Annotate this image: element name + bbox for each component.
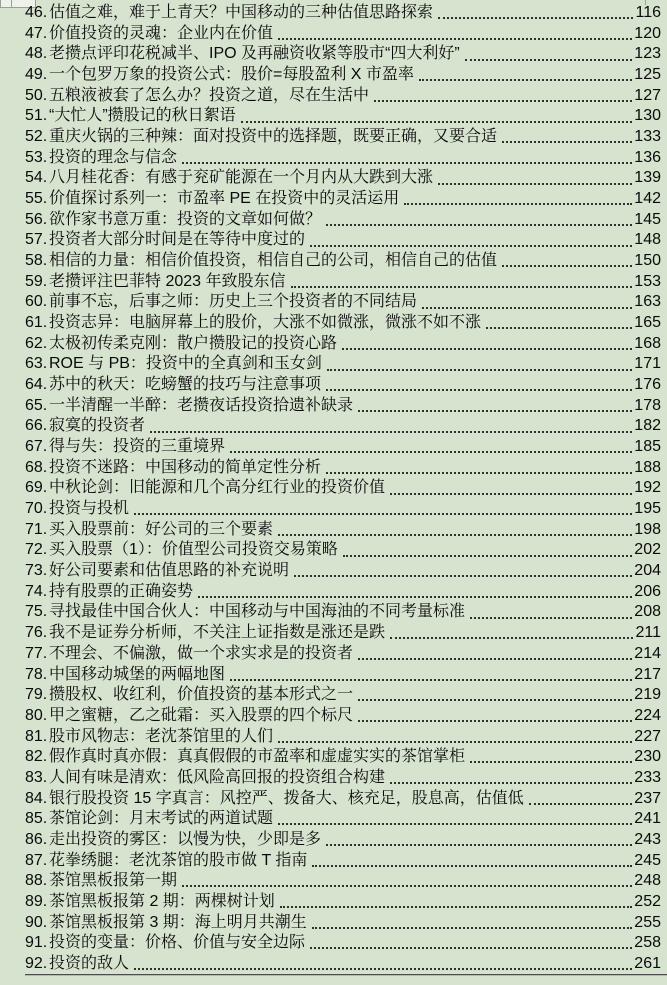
dot-leader [310, 245, 632, 247]
dot-leader [470, 761, 632, 763]
toc-entry-number: 65. [25, 396, 48, 414]
toc-entry-page: 206 [634, 582, 661, 600]
toc-entry-title: 老攒点评印花税减半、IPO 及再融资收紧等股市“四大利好” [49, 45, 460, 63]
toc-entry-number: 69. [25, 479, 48, 497]
toc-entry[interactable] [0, 148, 667, 169]
toc-entry-page: 148 [634, 231, 661, 249]
dot-leader [310, 947, 632, 949]
toc-entry[interactable] [0, 706, 667, 727]
toc-entry[interactable] [0, 561, 667, 582]
toc-entry-number: 88. [25, 872, 48, 890]
toc-entry[interactable] [0, 210, 667, 231]
toc-entry[interactable] [0, 747, 667, 768]
toc-entry-page: 123 [634, 45, 661, 63]
toc-entry[interactable] [0, 499, 667, 520]
toc-entry-number: 70. [25, 500, 48, 518]
toc-entry[interactable] [0, 3, 667, 24]
toc-entry-number: 53. [25, 148, 48, 166]
toc-entry-page: 139 [634, 169, 661, 187]
toc-entry[interactable] [0, 582, 667, 603]
toc-entry-page: 171 [634, 355, 661, 373]
dot-leader [358, 410, 632, 412]
bottom-divider [25, 974, 667, 976]
toc-entry[interactable] [0, 851, 667, 872]
toc-entry-number: 48. [25, 45, 48, 63]
toc-entry[interactable] [0, 251, 667, 272]
toc-entry-title: 寻找最佳中国合伙人：中国移动与中国海油的不同考量标准 [49, 603, 466, 621]
dot-leader [438, 17, 633, 19]
toc-entry-title: 八月桂花香：有感于兖矿能源在一个月内从大跌到大涨 [49, 169, 434, 187]
toc-entry-page: 243 [634, 830, 661, 848]
toc-entry[interactable] [0, 602, 667, 623]
dot-leader [374, 100, 632, 102]
toc-entry-page: 153 [634, 272, 661, 290]
toc-entry-number: 71. [25, 520, 48, 538]
toc-entry-title: 投资的敌人 [49, 954, 130, 972]
toc-entry-page: 198 [634, 520, 661, 538]
toc-entry-title: 好公司要素和估值思路的补充说明 [49, 562, 290, 580]
toc-entry-title: 中国移动城堡的两幅地图 [49, 665, 226, 683]
toc-entry-page: 168 [634, 334, 661, 352]
toc-entry-title: 投资志异：电脑屏幕上的股价，大涨不如微涨，微涨不如不涨 [49, 314, 482, 332]
dot-leader [150, 431, 632, 433]
toc-entry-number: 49. [25, 66, 48, 84]
toc-entry[interactable] [0, 830, 667, 851]
dot-leader [326, 389, 632, 391]
toc-entry-number: 91. [25, 934, 48, 952]
toc-entry-number: 67. [25, 438, 48, 456]
toc-entry[interactable] [0, 892, 667, 913]
toc-entry-number: 56. [25, 210, 48, 228]
toc-entry-page: 130 [634, 107, 661, 125]
toc-entry[interactable] [0, 789, 667, 810]
toc-entry[interactable] [0, 809, 667, 830]
toc-entry-title: 一半清醒一半醉：老攒夜话投资拾遗补缺录 [49, 396, 354, 414]
toc-entry-title: 我不是证券分析师，不关注上证指数是涨还是跌 [49, 624, 386, 642]
toc-entry-title: 花拳绣腿：老沈茶馆的股市做 T 指南 [49, 851, 308, 869]
toc-entry-page: 217 [634, 665, 661, 683]
toc-entry-number: 50. [25, 86, 48, 104]
toc-entry-page: 120 [634, 24, 661, 42]
toc-entry-number: 76. [25, 624, 48, 642]
dot-leader [294, 575, 632, 577]
toc-entry-title: 投资的变量：价格、价值与安全边际 [49, 934, 306, 952]
toc-entry-page: 204 [634, 562, 661, 580]
toc-entry-number: 79. [25, 686, 48, 704]
dot-leader [529, 803, 633, 805]
toc-entry-number: 46. [25, 4, 48, 21]
dot-leader [182, 162, 632, 164]
dot-leader [358, 720, 632, 722]
toc-entry[interactable] [0, 189, 667, 210]
toc-entry[interactable] [0, 913, 667, 934]
toc-entry-number: 72. [25, 541, 48, 559]
toc-entry-number: 87. [25, 851, 48, 869]
dot-leader [419, 79, 632, 81]
toc-entry-title: 假作真时真亦假：真真假假的市盈率和虚虚实实的茶馆掌柜 [49, 748, 466, 766]
toc-entry-title: 一个包罗万象的投资公式：股价=每股盈利 X 市盈率 [49, 66, 414, 84]
dot-leader [422, 307, 632, 309]
toc-entry[interactable] [0, 313, 667, 334]
toc-entry-number: 73. [25, 562, 48, 580]
dot-leader [278, 823, 632, 825]
dot-leader [486, 327, 632, 329]
toc-entry[interactable] [0, 396, 667, 417]
dot-leader [278, 741, 632, 743]
toc-entry-title: 银行股投资 15 字真言：风控严、拨备大、核充足，股息高，估值低 [49, 789, 524, 807]
toc-entry-page: 178 [634, 396, 661, 414]
toc-entry-title: 走出投资的雾区：以慢为快，少即是多 [49, 830, 322, 848]
dot-leader [291, 286, 633, 288]
toc-entry[interactable] [0, 168, 667, 189]
toc-entry-page: 125 [634, 66, 661, 84]
toc-entry-title: 中秋论剑：旧能源和几个高分红行业的投资价值 [49, 479, 386, 497]
toc-entry-page: 182 [634, 417, 661, 435]
toc-entry-number: 58. [25, 252, 48, 270]
toc-entry[interactable] [0, 437, 667, 458]
toc-entry-title: 买入股票前：好公司的三个要素 [49, 520, 274, 538]
toc-entry-page: 145 [634, 210, 661, 228]
dot-leader [438, 183, 632, 185]
toc-entry-title: 老攒评注巴菲特 2023 年致股东信 [49, 272, 286, 290]
toc-entry-page: 227 [634, 727, 661, 745]
toc-entry-title: 茶馆黑板报第 3 期：海上明月共潮生 [49, 913, 307, 931]
toc-entry-page: 185 [634, 438, 661, 456]
toc-entry[interactable] [0, 540, 667, 561]
toc-entry-page: 136 [634, 148, 661, 166]
toc-entry-title: 前事不忘，后事之师：历史上三个投资者的不同结局 [49, 293, 418, 311]
toc-entry[interactable] [0, 272, 667, 293]
toc-entry[interactable] [0, 458, 667, 479]
toc-entry-page: 219 [634, 686, 661, 704]
dot-leader [465, 59, 633, 61]
toc-entry[interactable] [0, 292, 667, 313]
dot-leader [312, 865, 632, 867]
toc-entry-page: 230 [634, 748, 661, 766]
toc-entry-page: 252 [634, 892, 661, 910]
toc-entry-number: 60. [25, 293, 48, 311]
toc-entry-page: 133 [634, 128, 661, 146]
toc-entry-page: 208 [634, 603, 661, 621]
dot-leader [327, 369, 632, 371]
toc-entry-page: 214 [634, 644, 661, 662]
toc-entry-page: 163 [634, 293, 661, 311]
toc-entry[interactable] [0, 665, 667, 686]
toc-entry-title: 太极初传柔克刚：散户攒股记的投资心路 [49, 334, 338, 352]
toc-entry-page: 255 [634, 913, 661, 931]
dot-leader [502, 141, 632, 143]
toc-entry[interactable] [0, 416, 667, 437]
toc-entry-number: 61. [25, 314, 48, 332]
toc-entry-title: 苏中的秋天：吃螃蟹的技巧与注意事项 [49, 376, 322, 394]
toc-entry-title: 价值探讨系列一：市盈率 PE 在投资中的灵活运用 [49, 190, 400, 208]
toc-entry-number: 66. [25, 417, 48, 435]
toc-entry-title: 投资与投机 [49, 500, 130, 518]
toc-entry-title: 投资不迷路：中国移动的简单定性分析 [49, 458, 322, 476]
toc-entry-page: 192 [634, 479, 661, 497]
toc-entry-page: 176 [634, 376, 661, 394]
toc-entry-number: 92. [25, 954, 48, 972]
toc-entry-number: 86. [25, 830, 48, 848]
dot-leader [470, 617, 632, 619]
toc-entry-page: 188 [634, 458, 661, 476]
toc-entry-page: 233 [634, 768, 661, 786]
toc-entry-title: 茶馆黑板报第一期 [49, 872, 178, 890]
toc-entry-number: 80. [25, 706, 48, 724]
toc-entry-title: 投资的理念与信念 [49, 148, 178, 166]
toc-entry[interactable] [0, 334, 667, 355]
toc-entry[interactable] [0, 106, 667, 127]
dot-leader [280, 906, 633, 908]
toc-entry-number: 68. [25, 458, 48, 476]
toc-entry-number: 52. [25, 128, 48, 146]
toc-entry-title: 茶馆论剑：月末考试的两道试题 [49, 810, 274, 828]
toc-entry-number: 85. [25, 810, 48, 828]
toc-entry[interactable] [0, 768, 667, 789]
toc-entry[interactable] [0, 478, 667, 499]
dot-leader [198, 596, 632, 598]
toc-entry-title: 不理会、不偏激，做一个求实求是的投资者 [49, 644, 354, 662]
toc-entry-page: 241 [634, 810, 661, 828]
dot-leader [326, 844, 632, 846]
table-of-contents [0, 3, 667, 975]
toc-entry-number: 47. [25, 24, 48, 42]
toc-entry-number: 55. [25, 190, 48, 208]
toc-entry-title: 重庆火锅的三种辣：面对投资中的选择题，既要正确，又要合适 [49, 128, 498, 146]
dot-leader [312, 927, 633, 929]
dot-leader [278, 38, 632, 40]
toc-entry[interactable] [0, 644, 667, 665]
toc-entry[interactable] [0, 933, 667, 954]
toc-entry-title: ROE 与 PB：投资中的全真剑和玉女剑 [49, 355, 322, 373]
dot-leader [358, 699, 632, 701]
toc-entry-number: 63. [25, 355, 48, 373]
toc-entry[interactable] [0, 727, 667, 748]
toc-entry-number: 57. [25, 231, 48, 249]
toc-entry-page: 195 [634, 500, 661, 518]
toc-entry-title: 相信的力量：相信价值投资，相信自己的公司，相信自己的估值 [49, 252, 498, 270]
toc-entry-title: 人间有味是清欢：低风险高回报的投资组合构建 [49, 768, 386, 786]
toc-entry-page: 116 [635, 4, 661, 21]
toc-entry-number: 83. [25, 768, 48, 786]
toc-entry-page: 224 [634, 706, 661, 724]
toc-entry-page: 237 [634, 789, 661, 807]
toc-entry-title: 持有股票的正确姿势 [49, 582, 194, 600]
toc-entry[interactable] [0, 685, 667, 706]
toc-entry-page: 258 [634, 934, 661, 952]
toc-entry-title: 股市风物志：老沈茶馆里的人们 [49, 727, 274, 745]
toc-entry-page: 245 [634, 851, 661, 869]
toc-entry-page: 150 [634, 252, 661, 270]
toc-entry[interactable] [0, 127, 667, 148]
dot-leader [390, 637, 633, 639]
dot-leader [134, 968, 632, 970]
toc-entry-number: 78. [25, 665, 48, 683]
toc-entry-title: 得与失：投资的三重境界 [49, 438, 226, 456]
toc-entry-number: 77. [25, 644, 48, 662]
toc-entry-number: 75. [25, 603, 48, 621]
toc-entry[interactable] [0, 954, 667, 975]
toc-entry-page: 142 [634, 190, 661, 208]
toc-entry-title: 估值之难，难于上青天？中国移动的三种估值思路探索 [49, 4, 434, 21]
toc-entry-title: 五粮液被套了怎么办？投资之道，尽在生活中 [49, 86, 370, 104]
toc-entry[interactable] [0, 871, 667, 892]
toc-entry-title: 价值投资的灵魂：企业内在价值 [49, 24, 274, 42]
toc-entry-title: 欲作家书意万重：投资的文章如何做？ [49, 210, 322, 228]
toc-entry[interactable] [0, 24, 667, 45]
toc-entry[interactable] [0, 375, 667, 396]
dot-leader [342, 348, 632, 350]
toc-entry-page: 127 [634, 86, 661, 104]
toc-entry[interactable] [0, 65, 667, 86]
toc-entry-title: 攒股权、收红利，价值投资的基本形式之一 [49, 686, 354, 704]
toc-entry-number: 81. [25, 727, 48, 745]
toc-entry-title: 寂寞的投资者 [49, 417, 146, 435]
dot-leader [326, 472, 632, 474]
dot-leader [230, 679, 632, 681]
toc-entry[interactable] [0, 230, 667, 251]
dot-leader [230, 451, 632, 453]
dot-leader [278, 534, 632, 536]
toc-entry[interactable] [0, 44, 667, 65]
dot-leader [502, 265, 632, 267]
toc-entry-page: 202 [634, 541, 661, 559]
toc-entry-title: 茶馆黑板报第 2 期：两棵树计划 [49, 892, 275, 910]
toc-entry-title: 买入股票（1）：价值型公司投资交易策略 [49, 541, 338, 559]
toc-entry-number: 82. [25, 748, 48, 766]
dot-leader [343, 555, 632, 557]
toc-entry-page: 261 [634, 954, 661, 972]
toc-entry[interactable] [0, 86, 667, 107]
dot-leader [241, 121, 633, 123]
toc-entry-page: 211 [635, 624, 661, 642]
dot-leader [404, 203, 632, 205]
toc-entry-number: 54. [25, 169, 48, 187]
dot-leader [134, 513, 632, 515]
toc-entry[interactable] [0, 520, 667, 541]
toc-entry-number: 64. [25, 376, 48, 394]
dot-leader [358, 658, 632, 660]
toc-entry-number: 84. [25, 789, 48, 807]
toc-entry-number: 89. [25, 892, 48, 910]
toc-entry-title: “大忙人”攒股记的秋日絮语 [49, 107, 236, 125]
toc-entry[interactable] [0, 354, 667, 375]
dot-leader [390, 493, 632, 495]
toc-entry[interactable] [0, 623, 667, 644]
dot-leader [390, 782, 632, 784]
dot-leader [182, 885, 632, 887]
toc-entry-page: 165 [634, 314, 661, 332]
toc-entry-number: 59. [25, 272, 48, 290]
toc-entry-title: 投资者大部分时间是在等待中度过的 [49, 231, 306, 249]
toc-entry-number: 74. [25, 582, 48, 600]
toc-entry-number: 90. [25, 913, 48, 931]
toc-entry-number: 62. [25, 334, 48, 352]
toc-entry-title: 甲之蜜糖，乙之砒霜：买入股票的四个标尺 [49, 706, 354, 724]
dot-leader [326, 224, 632, 226]
toc-entry-page: 248 [634, 872, 661, 890]
toc-entry-number: 51. [25, 107, 48, 125]
